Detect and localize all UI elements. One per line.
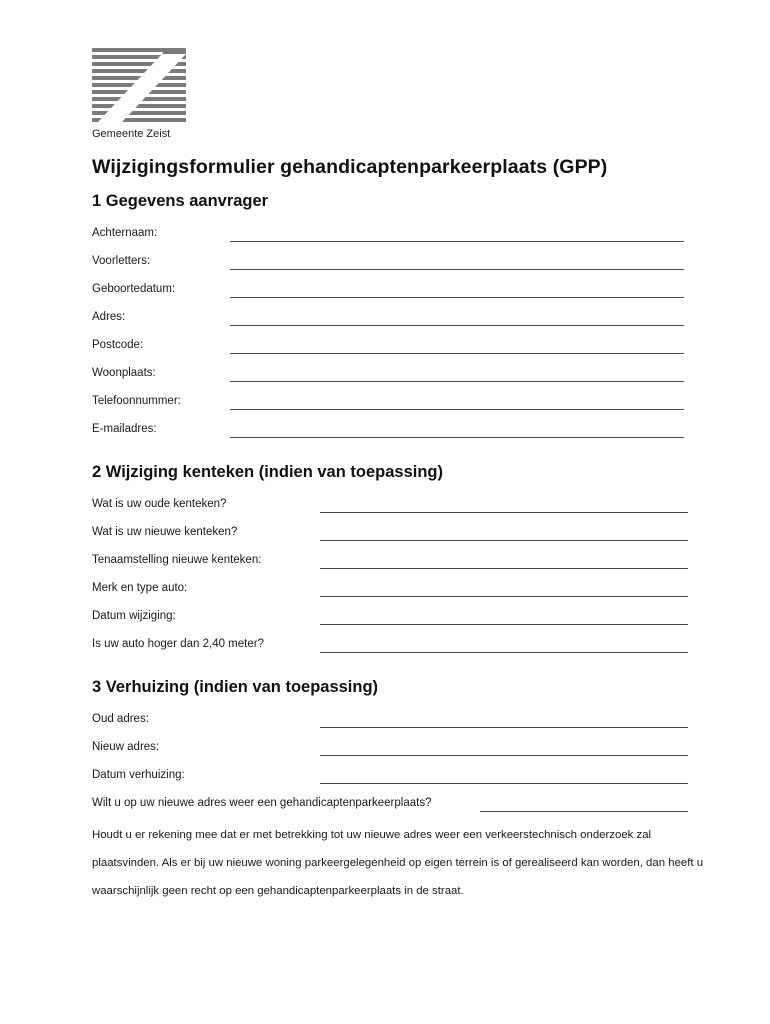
field-label: Is uw auto hoger dan 2,40 meter? — [92, 638, 264, 650]
section-1-title: 1 Gegevens aanvrager — [92, 192, 269, 210]
voorletters-field[interactable] — [230, 255, 684, 270]
field-label: E-mailadres: — [92, 423, 157, 435]
gemeente-zeist-logo — [92, 48, 186, 124]
achternaam-field[interactable] — [230, 227, 684, 242]
page-title: Wijzigingsformulier gehandicaptenparkeerplaats (GPP) — [92, 156, 608, 178]
field-label: Woonplaats: — [92, 367, 156, 379]
logo-caption: Gemeente Zeist — [92, 128, 171, 140]
geboortedatum-field[interactable] — [230, 283, 684, 298]
nieuwe-kenteken-field[interactable] — [320, 526, 688, 541]
field-label: Postcode: — [92, 339, 144, 351]
nieuw-adres-field[interactable] — [320, 741, 688, 756]
section-2-title: 2 Wijziging kenteken (indien van toepassing) — [92, 463, 443, 481]
datum-wijziging-field[interactable] — [320, 610, 688, 625]
field-label: Nieuw adres: — [92, 741, 160, 753]
field-label: Geboortedatum: — [92, 283, 176, 295]
field-label: Merk en type auto: — [92, 582, 188, 594]
field-label: Wilt u op uw nieuwe adres weer een gehandicaptenparkeerplaats? — [92, 797, 432, 809]
section-3-title: 3 Verhuizing (indien van toepassing) — [92, 678, 379, 696]
adres-field[interactable] — [230, 311, 684, 326]
postcode-field[interactable] — [230, 339, 684, 354]
woonplaats-field[interactable] — [230, 367, 684, 382]
emailadres-field[interactable] — [230, 423, 684, 438]
field-label: Wat is uw nieuwe kenteken? — [92, 526, 238, 538]
field-label: Datum verhuizing: — [92, 769, 185, 781]
field-label: Voorletters: — [92, 255, 151, 267]
telefoonnummer-field[interactable] — [230, 395, 684, 410]
oude-kenteken-field[interactable] — [320, 498, 688, 513]
field-label: Telefoonnummer: — [92, 395, 181, 407]
field-label: Oud adres: — [92, 713, 149, 725]
field-label: Tenaamstelling nieuwe kenteken: — [92, 554, 262, 566]
tenaamstelling-field[interactable] — [320, 554, 688, 569]
datum-verhuizing-field[interactable] — [320, 769, 688, 784]
field-label: Wat is uw oude kenteken? — [92, 498, 227, 510]
merk-type-field[interactable] — [320, 582, 688, 597]
verhuizing-note: Houdt u er rekening mee dat er met betrekking tot uw nieuwe adres weer een verkeerstechnisch onderzoek zal plaatsvinden. Als er bij uw nieuwe woning parkeergelegenheid op eigen terrein is of gerealiseerd kan worden, dan heeft u waarschijnlijk geen recht op een gehandicaptenparkeerplaats in de straat. — [92, 829, 704, 897]
field-label: Achternaam: — [92, 227, 158, 239]
oud-adres-field[interactable] — [320, 713, 688, 728]
auto-hoogte-field[interactable] — [320, 638, 688, 653]
field-label: Adres: — [92, 311, 126, 323]
field-label: Datum wijziging: — [92, 610, 176, 622]
gpp-vraag-field[interactable] — [480, 797, 688, 812]
